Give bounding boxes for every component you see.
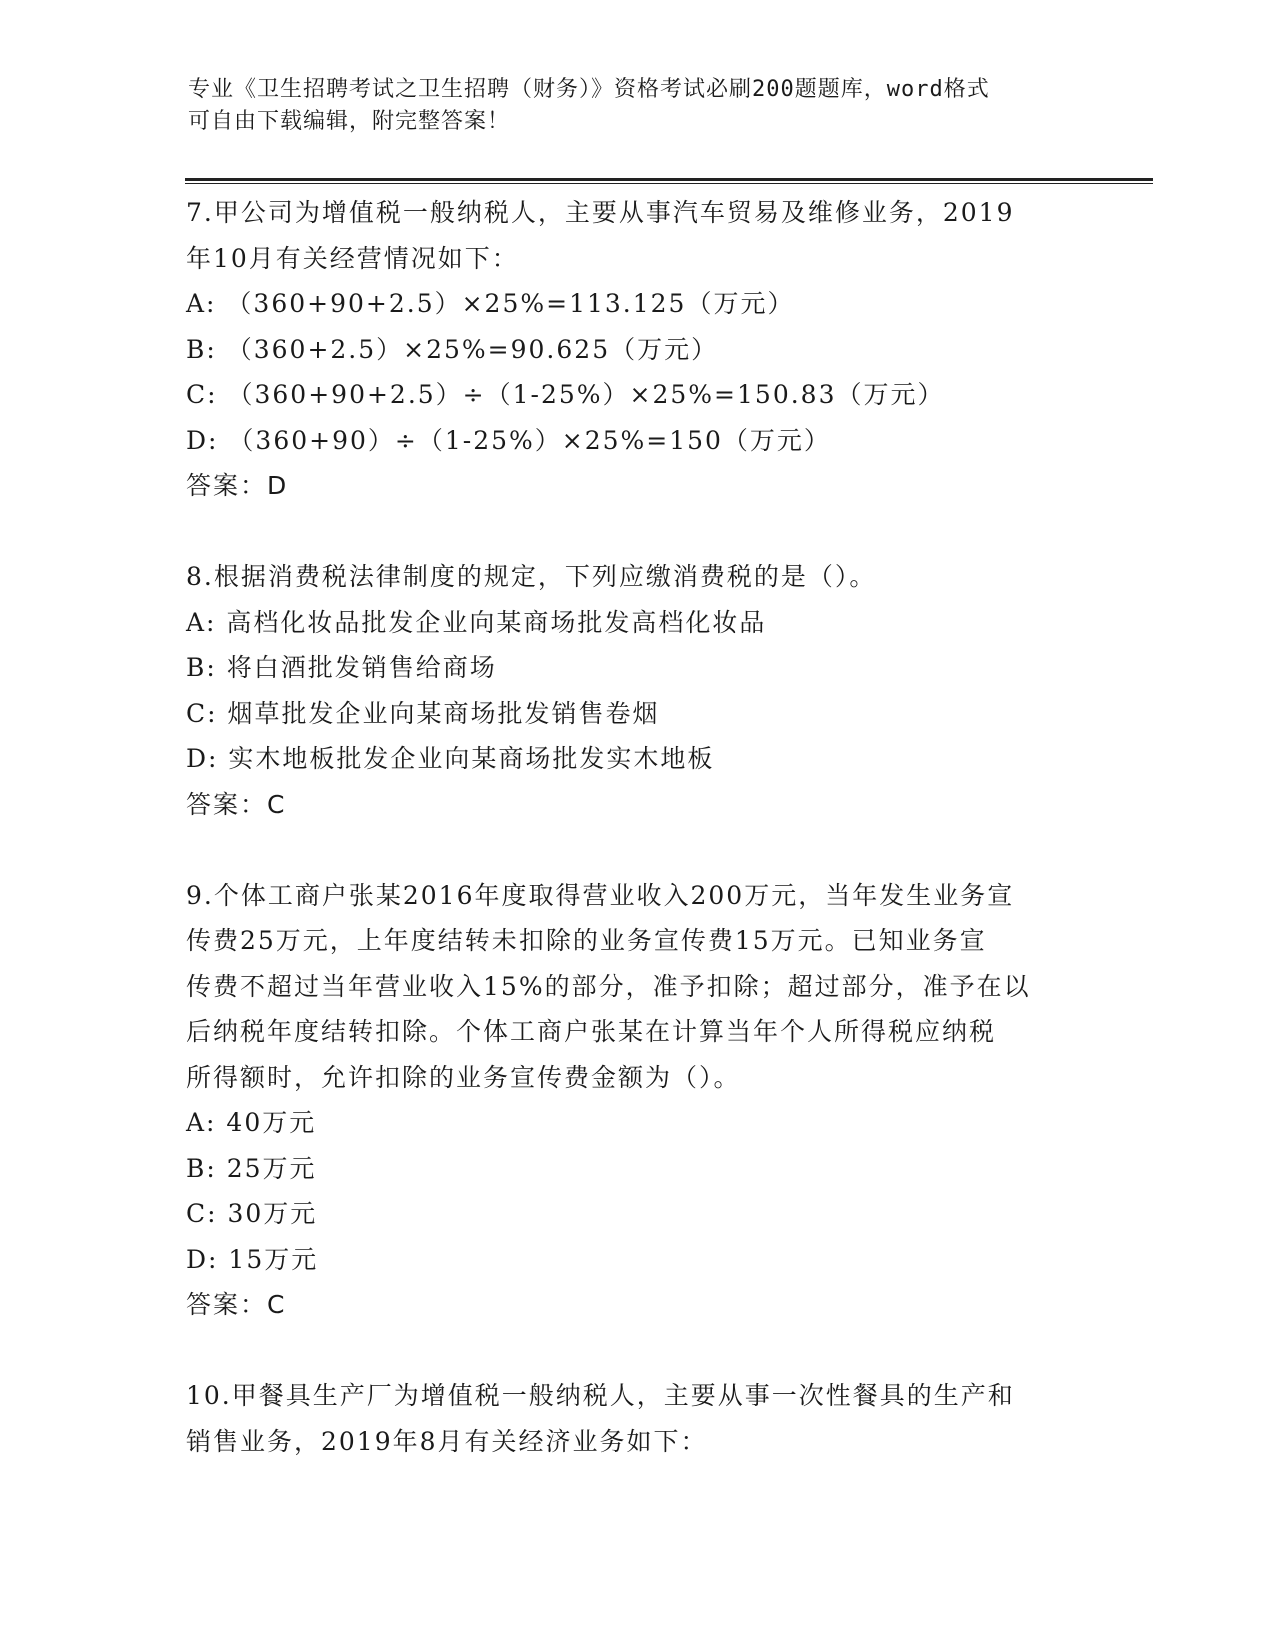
header-line-2: 可自由下载编辑，附完整答案！ bbox=[188, 109, 511, 134]
spacer bbox=[186, 509, 1086, 555]
question-stem-line: 所得额时，允许扣除的业务宣传费金额为（）。 bbox=[186, 1062, 741, 1092]
question-stem-line: 年10月有关经营情况如下： bbox=[186, 243, 519, 273]
question-stem-line: 后纳税年度结转扣除。个体工商户张某在计算当年个人所得税应纳税 bbox=[186, 1017, 997, 1046]
question-stem-line: 传费25万元，上年度结转未扣除的业务宣传费15万元。已知业务宣 bbox=[186, 926, 987, 955]
question-stem-line: 传费不超过当年营业收入15%的部分，准予扣除；超过部分，准予在以 bbox=[186, 971, 1031, 1001]
option-a: A: 40万元 bbox=[186, 1108, 317, 1137]
question-7 bbox=[186, 190, 1086, 509]
option-a: A: 高档化妆品批发企业向某商场批发高档化妆品 bbox=[186, 607, 767, 637]
question-stem-line: 10.甲餐具生产厂为增值税一般纳税人，主要从事一次性餐具的生产和 bbox=[186, 1381, 1015, 1410]
option-b: B: 25万元 bbox=[186, 1153, 317, 1183]
option-d: D: 15万元 bbox=[186, 1244, 319, 1274]
document-header bbox=[188, 74, 1068, 138]
option-c: C: 烟草批发企业向某商场批发销售卷烟 bbox=[186, 698, 660, 728]
spacer bbox=[186, 1328, 1086, 1374]
question-stem-line: 7.甲公司为增值税一般纳税人，主要从事汽车贸易及维修业务，2019 bbox=[186, 198, 1015, 227]
question-stem-line: 8.根据消费税法律制度的规定，下列应缴消费税的是（）。 bbox=[186, 562, 877, 591]
question-10 bbox=[186, 1373, 1086, 1464]
option-d: D: 实木地板批发企业向某商场批发实木地板 bbox=[186, 744, 715, 773]
question-stem-line: 9.个体工商户张某2016年度取得营业收入200万元，当年发生业务宣 bbox=[186, 880, 1015, 910]
question-8 bbox=[186, 554, 1086, 827]
header-rule-thick bbox=[185, 178, 1153, 181]
header-line-1: 专业《卫生招聘考试之卫生招聘（财务）》资格考试必刷200题题库，word格式 bbox=[188, 77, 990, 102]
question-stem-line: 销售业务，2019年8月有关经济业务如下： bbox=[186, 1426, 708, 1456]
option-a: A: （360+90+2.5）×25%=113.125（万元） bbox=[186, 289, 795, 318]
answer: 答案：D bbox=[186, 471, 289, 500]
option-c: C: 30万元 bbox=[186, 1199, 318, 1228]
spacer bbox=[186, 827, 1086, 873]
question-9 bbox=[186, 873, 1086, 1328]
option-c: C: （360+90+2.5）÷（1-25%）×25%=150.83（万元） bbox=[186, 380, 945, 409]
answer: 答案：C bbox=[186, 789, 287, 819]
option-d: D: （360+90）÷（1-25%）×25%=150（万元） bbox=[186, 425, 831, 455]
question-list bbox=[186, 190, 1086, 1464]
answer: 答案：C bbox=[186, 1290, 287, 1319]
option-b: B: 将白酒批发销售给商场 bbox=[186, 653, 497, 682]
header-rule-thin bbox=[185, 183, 1153, 184]
option-b: B: （360+2.5）×25%=90.625（万元） bbox=[186, 334, 719, 364]
